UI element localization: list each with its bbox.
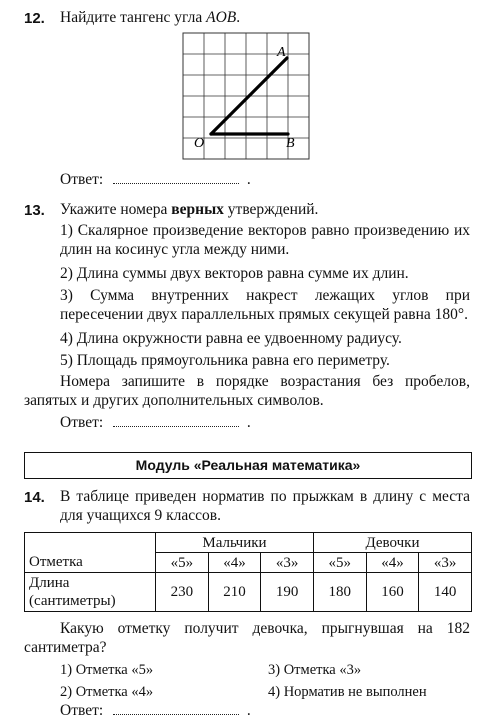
value-cell: 140: [419, 573, 472, 612]
table-row: [25, 533, 472, 553]
point-b-label: B: [286, 136, 295, 151]
question-14-number: 14.: [24, 489, 45, 506]
point-a-label: A: [277, 45, 286, 60]
table-corner-cell: [25, 533, 156, 553]
option-1[interactable]: 1) Отметка «5»: [60, 662, 154, 678]
mark-cell: «4»: [366, 553, 419, 573]
group-boys-header: Мальчики: [156, 533, 314, 553]
statement-4: 4) Длина окружности равна ее удвоенному радиусу.: [60, 330, 402, 347]
module-header: Модуль «Реальная математика»: [24, 452, 472, 479]
norm-table: [24, 532, 472, 612]
row-label-mark: Отметка: [25, 553, 156, 573]
question-14-answer: Ответ: .: [60, 702, 251, 719]
question-12-number: 12.: [24, 10, 45, 27]
mark-cell: «5»: [156, 553, 209, 573]
table-row: [25, 553, 472, 573]
point-o-label: O: [194, 136, 205, 151]
value-cell: 180: [313, 573, 366, 612]
question-14-question: Какую отметку получит девочка, прыгнувшая на 182 сантиметра?: [24, 620, 470, 656]
statement-3: 3) Сумма внутренних накрест лежащих углов при пересечении двух параллельных прямых секущей равна 180°.: [60, 287, 470, 323]
statement-2: 2) Длина суммы двух векторов равна сумме их длин.: [60, 265, 409, 282]
question-13-intro: Укажите номера верных утверждений.: [60, 201, 319, 218]
question-12: [0, 0, 483, 200]
mark-cell: «4»: [208, 553, 261, 573]
angle-name: AOB: [206, 9, 237, 26]
value-cell: 160: [366, 573, 419, 612]
value-cell: 230: [156, 573, 209, 612]
mark-cell: «3»: [419, 553, 472, 573]
question-12-text: Найдите тангенс угла AOB.: [60, 9, 241, 26]
mark-cell: «5»: [313, 553, 366, 573]
question-13-answer: Ответ: .: [60, 414, 251, 431]
emphasis-word: верных: [171, 201, 224, 218]
question-14-text: В таблице приведен норматив по прыжкам в длину с места для учащихся 9 классов.: [60, 488, 470, 524]
grid-figure: [180, 30, 315, 165]
option-4[interactable]: 4) Норматив не выполнен: [268, 684, 427, 700]
statement-1: 1) Скалярное произведение векторов равно произведению их длин на косинус угла между ними.: [60, 222, 470, 258]
statement-5: 5) Площадь прямоугольника равна его периметру.: [60, 352, 390, 369]
answer-field-12[interactable]: [113, 171, 239, 184]
value-cell: 190: [261, 573, 314, 612]
answer-field-13[interactable]: [113, 414, 239, 427]
group-girls-header: Девочки: [313, 533, 471, 553]
question-13-instruction: Номера запишите в порядке возрастания без пробелов, запятых и других дополнительных символов.: [24, 373, 470, 409]
question-12-answer: Ответ: .: [60, 171, 251, 188]
question-13-number: 13.: [24, 202, 45, 219]
value-cell: 210: [208, 573, 261, 612]
mark-cell: «3»: [261, 553, 314, 573]
row-label-length: Длина (сантиметры): [25, 573, 156, 612]
answer-field-14[interactable]: [113, 702, 239, 715]
option-2[interactable]: 2) Отметка «4»: [60, 684, 154, 700]
table-row: [25, 573, 472, 612]
option-3[interactable]: 3) Отметка «3»: [268, 662, 362, 678]
